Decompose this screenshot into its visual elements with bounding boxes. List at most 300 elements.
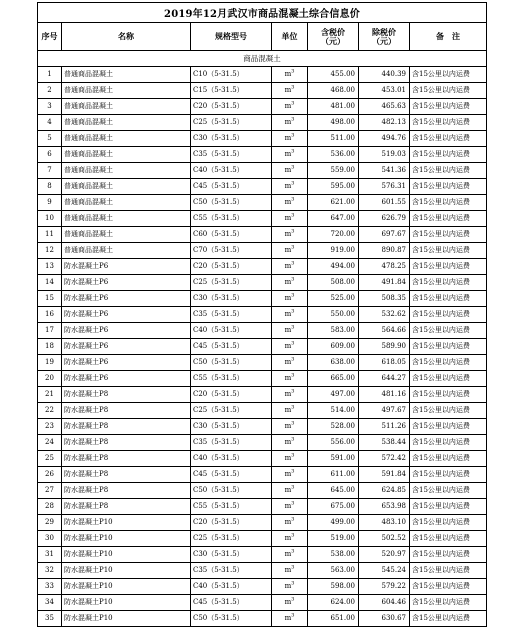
cell-unit <box>272 131 308 147</box>
cell-no: 33 <box>38 579 62 595</box>
cell-tax-incl: 621.00 <box>308 195 359 211</box>
unit-base: m <box>284 518 292 526</box>
cell-spec: C25（5-31.5） <box>191 531 272 547</box>
cell-unit <box>272 227 308 243</box>
unit-base: m <box>284 374 292 382</box>
cell-tax-excl: 601.55 <box>359 195 410 211</box>
cell-unit <box>272 419 308 435</box>
cell-name: 防水混凝土P6 <box>62 275 191 291</box>
cell-name: 防水混凝土P10 <box>62 531 191 547</box>
cell-no: 30 <box>38 531 62 547</box>
cell-name: 普通商品混凝土 <box>62 179 191 195</box>
cell-note: 含15公里以内运费 <box>410 211 487 227</box>
cell-tax-excl: 494.76 <box>359 131 410 147</box>
cell-no: 32 <box>38 563 62 579</box>
cell-tax-incl: 583.00 <box>308 323 359 339</box>
cell-note: 含15公里以内运费 <box>410 547 487 563</box>
cell-tax-incl: 536.00 <box>308 147 359 163</box>
cell-no: 20 <box>38 371 62 387</box>
cell-spec: C20（5-31.5） <box>191 387 272 403</box>
cell-tax-incl: 525.00 <box>308 291 359 307</box>
cell-tax-incl: 550.00 <box>308 307 359 323</box>
unit-exponent: 3 <box>291 244 295 251</box>
cell-note: 含15公里以内运费 <box>410 275 487 291</box>
cell-no: 28 <box>38 499 62 515</box>
cell-unit <box>272 259 308 275</box>
table-row <box>38 195 487 211</box>
cell-tax-excl: 519.03 <box>359 147 410 163</box>
cell-no: 11 <box>38 227 62 243</box>
unit-exponent: 3 <box>291 372 295 379</box>
cell-note: 含15公里以内运费 <box>410 307 487 323</box>
cell-name: 普通商品混凝土 <box>62 211 191 227</box>
cell-name: 防水混凝土P8 <box>62 499 191 515</box>
cell-spec: C30（5-31.5） <box>191 547 272 563</box>
cell-tax-incl: 611.00 <box>308 467 359 483</box>
cell-note: 含15公里以内运费 <box>410 355 487 371</box>
cell-name: 防水混凝土P6 <box>62 259 191 275</box>
table-row <box>38 131 487 147</box>
cell-tax-excl: 653.98 <box>359 499 410 515</box>
cell-spec: C35（5-31.5） <box>191 435 272 451</box>
cell-note: 含15公里以内运费 <box>410 419 487 435</box>
unit-base: m <box>284 470 292 478</box>
cell-tax-incl: 665.00 <box>308 371 359 387</box>
cell-unit <box>272 435 308 451</box>
unit-base: m <box>284 342 292 350</box>
table-row <box>38 371 487 387</box>
cell-name: 防水混凝土P8 <box>62 451 191 467</box>
cell-unit <box>272 99 308 115</box>
unit-base: m <box>284 198 292 206</box>
cell-no: 19 <box>38 355 62 371</box>
cell-no: 3 <box>38 99 62 115</box>
cell-no: 18 <box>38 339 62 355</box>
unit-base: m <box>284 246 292 254</box>
unit-exponent: 3 <box>291 388 295 395</box>
cell-name: 防水混凝土P8 <box>62 403 191 419</box>
cell-note: 含15公里以内运费 <box>410 451 487 467</box>
cell-tax-excl: 626.79 <box>359 211 410 227</box>
unit-exponent: 3 <box>291 260 295 267</box>
cell-no: 23 <box>38 419 62 435</box>
header-no: 序号 <box>38 23 62 51</box>
cell-tax-excl: 491.84 <box>359 275 410 291</box>
cell-no: 13 <box>38 259 62 275</box>
cell-no: 26 <box>38 467 62 483</box>
cell-spec: C25（5-31.5） <box>191 403 272 419</box>
category-label: 商品混凝土 <box>38 51 487 67</box>
cell-spec: C50（5-31.5） <box>191 611 272 627</box>
table-row <box>38 579 487 595</box>
unit-base: m <box>284 598 292 606</box>
table-row <box>38 259 487 275</box>
cell-no: 15 <box>38 291 62 307</box>
cell-tax-incl: 638.00 <box>308 355 359 371</box>
price-sheet <box>37 2 486 627</box>
cell-tax-incl: 624.00 <box>308 595 359 611</box>
cell-unit <box>272 451 308 467</box>
cell-tax-incl: 508.00 <box>308 275 359 291</box>
header-spec: 规格型号 <box>191 23 272 51</box>
unit-base: m <box>284 310 292 318</box>
cell-name: 防水混凝土P6 <box>62 291 191 307</box>
table-row <box>38 115 487 131</box>
unit-exponent: 3 <box>291 340 295 347</box>
cell-name: 防水混凝土P10 <box>62 579 191 595</box>
unit-base: m <box>284 262 292 270</box>
cell-tax-incl: 519.00 <box>308 531 359 547</box>
unit-exponent: 3 <box>291 180 295 187</box>
cell-tax-incl: 514.00 <box>308 403 359 419</box>
header-note: 备 注 <box>410 23 487 51</box>
cell-tax-excl: 697.67 <box>359 227 410 243</box>
unit-exponent: 3 <box>291 596 295 603</box>
cell-tax-excl: 564.66 <box>359 323 410 339</box>
cell-tax-excl: 502.52 <box>359 531 410 547</box>
cell-spec: C20（5-31.5） <box>191 99 272 115</box>
cell-tax-incl: 494.00 <box>308 259 359 275</box>
unit-exponent: 3 <box>291 580 295 587</box>
cell-unit <box>272 211 308 227</box>
cell-tax-incl: 499.00 <box>308 515 359 531</box>
table-row <box>38 163 487 179</box>
cell-no: 25 <box>38 451 62 467</box>
cell-name: 防水混凝土P6 <box>62 323 191 339</box>
cell-tax-incl: 651.00 <box>308 611 359 627</box>
cell-tax-excl: 483.10 <box>359 515 410 531</box>
unit-exponent: 3 <box>291 516 295 523</box>
cell-no: 31 <box>38 547 62 563</box>
header-name: 名称 <box>62 23 191 51</box>
header-tax-excl-unit: （元） <box>372 35 396 46</box>
cell-spec: C55（5-31.5） <box>191 371 272 387</box>
cell-no: 17 <box>38 323 62 339</box>
unit-base: m <box>284 454 292 462</box>
cell-note: 含15公里以内运费 <box>410 99 487 115</box>
document-title: 2019年12月武汉市商品混凝土综合信息价 <box>38 3 487 23</box>
unit-base: m <box>284 118 292 126</box>
cell-no: 1 <box>38 67 62 83</box>
unit-exponent: 3 <box>291 116 295 123</box>
cell-name: 防水混凝土P6 <box>62 371 191 387</box>
table-row <box>38 211 487 227</box>
cell-note: 含15公里以内运费 <box>410 499 487 515</box>
table-row <box>38 291 487 307</box>
cell-name: 防水混凝土P10 <box>62 563 191 579</box>
cell-unit <box>272 67 308 83</box>
cell-name: 防水混凝土P10 <box>62 595 191 611</box>
cell-name: 普通商品混凝土 <box>62 99 191 115</box>
cell-tax-incl: 598.00 <box>308 579 359 595</box>
cell-tax-incl: 481.00 <box>308 99 359 115</box>
unit-base: m <box>284 214 292 222</box>
cell-tax-excl: 508.35 <box>359 291 410 307</box>
cell-spec: C70（5-31.5） <box>191 243 272 259</box>
cell-tax-excl: 572.42 <box>359 451 410 467</box>
unit-base: m <box>284 422 292 430</box>
cell-tax-excl: 497.67 <box>359 403 410 419</box>
cell-spec: C50（5-31.5） <box>191 483 272 499</box>
cell-tax-excl: 541.36 <box>359 163 410 179</box>
unit-base: m <box>284 294 292 302</box>
cell-no: 9 <box>38 195 62 211</box>
cell-no: 12 <box>38 243 62 259</box>
cell-spec: C50（5-31.5） <box>191 195 272 211</box>
table-row <box>38 419 487 435</box>
cell-spec: C10（5-31.5） <box>191 67 272 83</box>
table-row <box>38 563 487 579</box>
cell-note: 含15公里以内运费 <box>410 371 487 387</box>
cell-note: 含15公里以内运费 <box>410 515 487 531</box>
cell-note: 含15公里以内运费 <box>410 531 487 547</box>
unit-exponent: 3 <box>291 420 295 427</box>
unit-base: m <box>284 566 292 574</box>
unit-exponent: 3 <box>291 228 295 235</box>
cell-no: 4 <box>38 115 62 131</box>
unit-base: m <box>284 486 292 494</box>
table-row <box>38 595 487 611</box>
cell-tax-incl: 528.00 <box>308 419 359 435</box>
unit-base: m <box>284 358 292 366</box>
table-row <box>38 275 487 291</box>
cell-unit <box>272 115 308 131</box>
cell-spec: C35（5-31.5） <box>191 563 272 579</box>
cell-note: 含15公里以内运费 <box>410 131 487 147</box>
unit-exponent: 3 <box>291 308 295 315</box>
cell-tax-excl: 511.26 <box>359 419 410 435</box>
cell-unit <box>272 339 308 355</box>
cell-no: 22 <box>38 403 62 419</box>
table-row <box>38 67 487 83</box>
unit-exponent: 3 <box>291 212 295 219</box>
unit-exponent: 3 <box>291 436 295 443</box>
cell-note: 含15公里以内运费 <box>410 467 487 483</box>
cell-spec: C50（5-31.5） <box>191 355 272 371</box>
cell-tax-excl: 630.67 <box>359 611 410 627</box>
cell-unit <box>272 611 308 627</box>
header-row <box>38 23 487 51</box>
unit-exponent: 3 <box>291 452 295 459</box>
cell-no: 10 <box>38 211 62 227</box>
unit-exponent: 3 <box>291 532 295 539</box>
cell-no: 7 <box>38 163 62 179</box>
table-row <box>38 387 487 403</box>
cell-name: 普通商品混凝土 <box>62 243 191 259</box>
cell-tax-excl: 604.46 <box>359 595 410 611</box>
cell-no: 24 <box>38 435 62 451</box>
price-table <box>37 2 487 627</box>
cell-tax-excl: 453.01 <box>359 83 410 99</box>
table-row <box>38 531 487 547</box>
table-row <box>38 499 487 515</box>
cell-unit <box>272 323 308 339</box>
cell-tax-excl: 644.27 <box>359 371 410 387</box>
unit-exponent: 3 <box>291 196 295 203</box>
cell-spec: C20（5-31.5） <box>191 259 272 275</box>
cell-tax-incl: 609.00 <box>308 339 359 355</box>
cell-name: 普通商品混凝土 <box>62 147 191 163</box>
cell-unit <box>272 547 308 563</box>
cell-note: 含15公里以内运费 <box>410 435 487 451</box>
unit-base: m <box>284 70 292 78</box>
cell-no: 29 <box>38 515 62 531</box>
cell-name: 防水混凝土P10 <box>62 611 191 627</box>
table-row <box>38 355 487 371</box>
unit-base: m <box>284 134 292 142</box>
unit-exponent: 3 <box>291 484 295 491</box>
cell-unit <box>272 403 308 419</box>
cell-note: 含15公里以内运费 <box>410 579 487 595</box>
cell-spec: C40（5-31.5） <box>191 451 272 467</box>
category-row <box>38 51 487 67</box>
cell-spec: C55（5-31.5） <box>191 499 272 515</box>
header-tax-incl-label: 含税价 <box>321 26 345 37</box>
table-row <box>38 227 487 243</box>
unit-base: m <box>284 278 292 286</box>
cell-name: 防水混凝土P6 <box>62 339 191 355</box>
cell-spec: C30（5-31.5） <box>191 291 272 307</box>
unit-base: m <box>284 102 292 110</box>
cell-note: 含15公里以内运费 <box>410 243 487 259</box>
table-row <box>38 611 487 627</box>
cell-unit <box>272 483 308 499</box>
cell-unit <box>272 243 308 259</box>
unit-exponent: 3 <box>291 324 295 331</box>
cell-tax-excl: 481.16 <box>359 387 410 403</box>
cell-name: 防水混凝土P8 <box>62 483 191 499</box>
header-tax-excl-label: 除税价 <box>372 26 396 37</box>
cell-tax-excl: 440.39 <box>359 67 410 83</box>
table-row <box>38 467 487 483</box>
cell-no: 8 <box>38 179 62 195</box>
cell-spec: C25（5-31.5） <box>191 275 272 291</box>
table-row <box>38 435 487 451</box>
cell-tax-excl: 890.87 <box>359 243 410 259</box>
cell-name: 普通商品混凝土 <box>62 131 191 147</box>
cell-name: 防水混凝土P6 <box>62 307 191 323</box>
cell-note: 含15公里以内运费 <box>410 227 487 243</box>
unit-base: m <box>284 230 292 238</box>
unit-exponent: 3 <box>291 292 295 299</box>
cell-unit <box>272 467 308 483</box>
cell-note: 含15公里以内运费 <box>410 403 487 419</box>
unit-exponent: 3 <box>291 164 295 171</box>
unit-exponent: 3 <box>291 404 295 411</box>
cell-unit <box>272 387 308 403</box>
table-row <box>38 243 487 259</box>
table-row <box>38 403 487 419</box>
cell-tax-incl: 511.00 <box>308 131 359 147</box>
cell-note: 含15公里以内运费 <box>410 339 487 355</box>
table-row <box>38 547 487 563</box>
table-row <box>38 483 487 499</box>
cell-tax-excl: 532.62 <box>359 307 410 323</box>
header-tax-incl <box>308 23 359 51</box>
table-row <box>38 307 487 323</box>
cell-tax-excl: 579.22 <box>359 579 410 595</box>
cell-spec: C35（5-31.5） <box>191 307 272 323</box>
unit-exponent: 3 <box>291 500 295 507</box>
unit-exponent: 3 <box>291 68 295 75</box>
unit-exponent: 3 <box>291 548 295 555</box>
cell-tax-incl: 645.00 <box>308 483 359 499</box>
cell-unit <box>272 355 308 371</box>
table-row <box>38 179 487 195</box>
cell-no: 2 <box>38 83 62 99</box>
cell-spec: C35（5-31.5） <box>191 147 272 163</box>
cell-note: 含15公里以内运费 <box>410 483 487 499</box>
cell-tax-incl: 559.00 <box>308 163 359 179</box>
cell-note: 含15公里以内运费 <box>410 163 487 179</box>
cell-note: 含15公里以内运费 <box>410 323 487 339</box>
cell-tax-incl: 720.00 <box>308 227 359 243</box>
cell-no: 6 <box>38 147 62 163</box>
cell-tax-excl: 618.05 <box>359 355 410 371</box>
cell-spec: C40（5-31.5） <box>191 579 272 595</box>
cell-no: 21 <box>38 387 62 403</box>
cell-name: 普通商品混凝土 <box>62 67 191 83</box>
cell-tax-incl: 919.00 <box>308 243 359 259</box>
cell-note: 含15公里以内运费 <box>410 195 487 211</box>
cell-tax-incl: 498.00 <box>308 115 359 131</box>
cell-no: 35 <box>38 611 62 627</box>
cell-tax-excl: 482.13 <box>359 115 410 131</box>
unit-base: m <box>284 182 292 190</box>
cell-unit <box>272 275 308 291</box>
table-row <box>38 83 487 99</box>
cell-spec: C20（5-31.5） <box>191 515 272 531</box>
cell-unit <box>272 563 308 579</box>
cell-name: 普通商品混凝土 <box>62 195 191 211</box>
table-row <box>38 99 487 115</box>
unit-base: m <box>284 150 292 158</box>
cell-note: 含15公里以内运费 <box>410 179 487 195</box>
unit-exponent: 3 <box>291 276 295 283</box>
cell-note: 含15公里以内运费 <box>410 387 487 403</box>
table-row <box>38 339 487 355</box>
cell-no: 34 <box>38 595 62 611</box>
cell-no: 27 <box>38 483 62 499</box>
cell-tax-excl: 520.97 <box>359 547 410 563</box>
unit-base: m <box>284 534 292 542</box>
cell-unit <box>272 83 308 99</box>
unit-base: m <box>284 582 292 590</box>
cell-tax-excl: 591.84 <box>359 467 410 483</box>
unit-exponent: 3 <box>291 84 295 91</box>
cell-unit <box>272 579 308 595</box>
cell-tax-excl: 538.44 <box>359 435 410 451</box>
cell-unit <box>272 179 308 195</box>
cell-spec: C55（5-31.5） <box>191 211 272 227</box>
cell-unit <box>272 163 308 179</box>
cell-tax-incl: 538.00 <box>308 547 359 563</box>
cell-unit <box>272 291 308 307</box>
cell-note: 含15公里以内运费 <box>410 259 487 275</box>
cell-unit <box>272 147 308 163</box>
cell-spec: C15（5-31.5） <box>191 83 272 99</box>
table-row <box>38 323 487 339</box>
cell-spec: C45（5-31.5） <box>191 595 272 611</box>
cell-unit <box>272 515 308 531</box>
cell-note: 含15公里以内运费 <box>410 115 487 131</box>
cell-name: 防水混凝土P6 <box>62 355 191 371</box>
cell-no: 16 <box>38 307 62 323</box>
table-row <box>38 515 487 531</box>
cell-spec: C40（5-31.5） <box>191 163 272 179</box>
unit-exponent: 3 <box>291 468 295 475</box>
unit-base: m <box>284 502 292 510</box>
